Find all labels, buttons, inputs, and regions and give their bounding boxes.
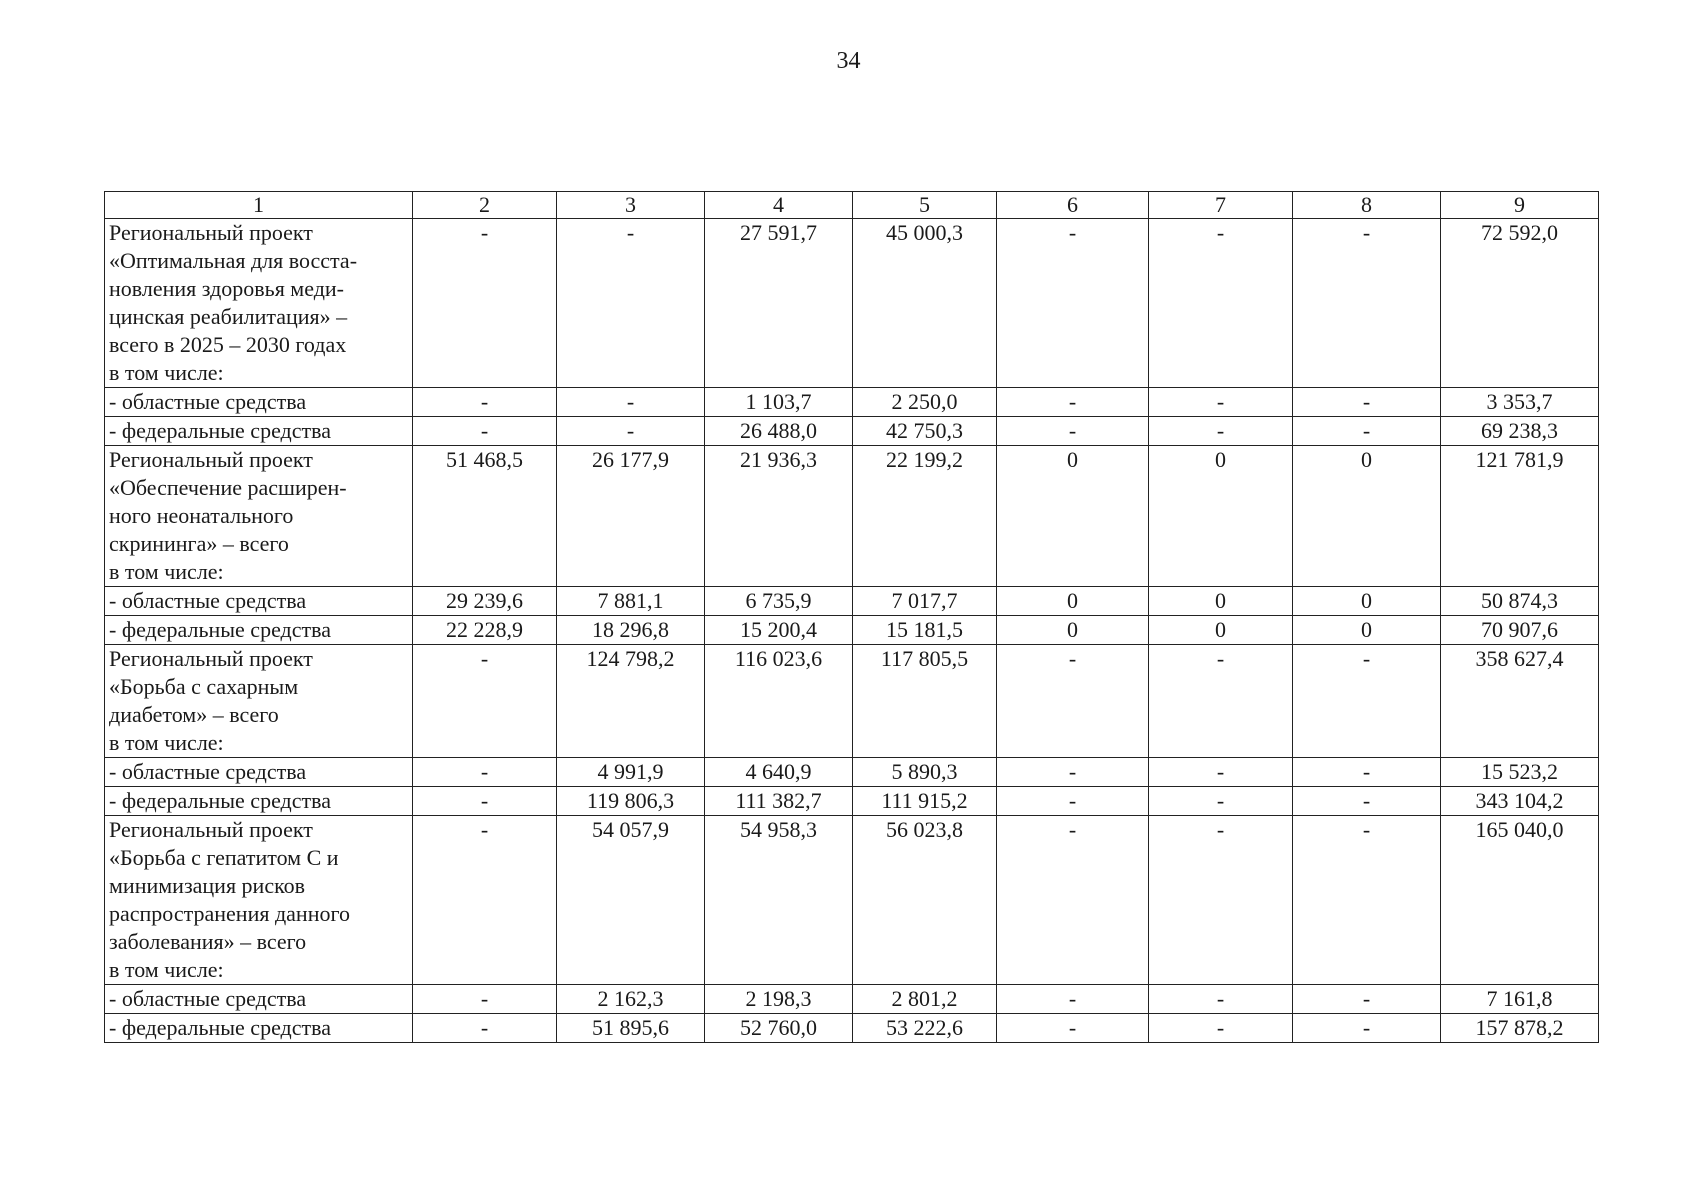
value-cell: - xyxy=(1293,219,1441,388)
row-label-line: заболевания» – всего xyxy=(109,929,307,954)
value-cell: 0 xyxy=(1293,446,1441,587)
value-cell: - xyxy=(413,645,557,758)
table-row xyxy=(105,616,1599,645)
value-cell: - xyxy=(413,816,557,985)
row-label-line: - федеральные средства xyxy=(109,788,331,813)
value-cell: 0 xyxy=(1293,587,1441,616)
row-label-line: - областные средства xyxy=(109,588,307,613)
header-cell: 1 xyxy=(105,192,413,219)
header-cell: 8 xyxy=(1293,192,1441,219)
table-row xyxy=(105,587,1599,616)
table-row xyxy=(105,446,1599,587)
value-cell: 18 296,8 xyxy=(557,616,705,645)
value-cell: - xyxy=(1293,388,1441,417)
value-cell: 0 xyxy=(997,446,1149,587)
row-label-line: новления здоровья меди- xyxy=(109,276,344,301)
value-cell: - xyxy=(1293,1014,1441,1043)
value-cell: 2 198,3 xyxy=(705,985,853,1014)
value-cell: 26 488,0 xyxy=(705,417,853,446)
row-label-line: - областные средства xyxy=(109,986,307,1011)
value-cell: 2 162,3 xyxy=(557,985,705,1014)
row-label-line: распространения данного xyxy=(109,901,350,926)
row-label-line: в том числе: xyxy=(109,360,224,385)
row-label-line: скрининга» – всего xyxy=(109,531,289,556)
value-cell: - xyxy=(997,787,1149,816)
value-cell: - xyxy=(1293,787,1441,816)
value-cell: 15 181,5 xyxy=(853,616,997,645)
row-label-line: «Обеспечение расширен- xyxy=(109,475,347,500)
table-row xyxy=(105,787,1599,816)
value-cell: - xyxy=(1149,1014,1293,1043)
value-cell: - xyxy=(997,1014,1149,1043)
row-label-line: Региональный проект xyxy=(109,646,313,671)
value-cell: - xyxy=(413,417,557,446)
value-cell: - xyxy=(1149,816,1293,985)
header-cell: 6 xyxy=(997,192,1149,219)
row-label-line: в том числе: xyxy=(109,957,224,982)
value-cell: 124 798,2 xyxy=(557,645,705,758)
value-cell: - xyxy=(997,985,1149,1014)
row-label xyxy=(105,587,413,616)
value-cell: 0 xyxy=(1149,616,1293,645)
value-cell: 72 592,0 xyxy=(1441,219,1599,388)
table-header-row xyxy=(105,192,1599,219)
row-label-line: в том числе: xyxy=(109,559,224,584)
table-row xyxy=(105,985,1599,1014)
value-cell: 51 468,5 xyxy=(413,446,557,587)
value-cell: - xyxy=(1149,388,1293,417)
row-label xyxy=(105,985,413,1014)
value-cell: - xyxy=(1149,219,1293,388)
value-cell: - xyxy=(413,219,557,388)
row-label-line: - федеральные средства xyxy=(109,418,331,443)
value-cell: 2 250,0 xyxy=(853,388,997,417)
row-label-line: цинская реабилитация» – xyxy=(109,304,348,329)
value-cell: 7 881,1 xyxy=(557,587,705,616)
value-cell: 0 xyxy=(1149,446,1293,587)
row-label-line: Региональный проект xyxy=(109,817,313,842)
value-cell: 119 806,3 xyxy=(557,787,705,816)
row-label xyxy=(105,645,413,758)
table-row xyxy=(105,417,1599,446)
value-cell: - xyxy=(557,417,705,446)
row-label xyxy=(105,758,413,787)
header-cell: 2 xyxy=(413,192,557,219)
value-cell: - xyxy=(997,388,1149,417)
row-label-line: минимизация рисков xyxy=(109,873,306,898)
value-cell: - xyxy=(557,388,705,417)
value-cell: 343 104,2 xyxy=(1441,787,1599,816)
value-cell: 116 023,6 xyxy=(705,645,853,758)
value-cell: 111 915,2 xyxy=(853,787,997,816)
value-cell: 70 907,6 xyxy=(1441,616,1599,645)
value-cell: - xyxy=(1293,816,1441,985)
value-cell: 165 040,0 xyxy=(1441,816,1599,985)
value-cell: 56 023,8 xyxy=(853,816,997,985)
value-cell: - xyxy=(1149,417,1293,446)
value-cell: - xyxy=(1293,758,1441,787)
value-cell: - xyxy=(997,417,1149,446)
header-cell: 3 xyxy=(557,192,705,219)
value-cell: 54 958,3 xyxy=(705,816,853,985)
value-cell: 7 017,7 xyxy=(853,587,997,616)
value-cell: - xyxy=(413,1014,557,1043)
value-cell: - xyxy=(997,645,1149,758)
value-cell: - xyxy=(1149,645,1293,758)
value-cell: 4 991,9 xyxy=(557,758,705,787)
value-cell: 1 103,7 xyxy=(705,388,853,417)
value-cell: 69 238,3 xyxy=(1441,417,1599,446)
row-label-line: - федеральные средства xyxy=(109,1015,331,1040)
value-cell: 117 805,5 xyxy=(853,645,997,758)
value-cell: 121 781,9 xyxy=(1441,446,1599,587)
value-cell: 21 936,3 xyxy=(705,446,853,587)
value-cell: 26 177,9 xyxy=(557,446,705,587)
table-row xyxy=(105,645,1599,758)
value-cell: 45 000,3 xyxy=(853,219,997,388)
value-cell: 51 895,6 xyxy=(557,1014,705,1043)
value-cell: 0 xyxy=(997,587,1149,616)
value-cell: 0 xyxy=(997,616,1149,645)
value-cell: - xyxy=(413,985,557,1014)
value-cell: - xyxy=(997,816,1149,985)
value-cell: 52 760,0 xyxy=(705,1014,853,1043)
row-label xyxy=(105,219,413,388)
value-cell: 4 640,9 xyxy=(705,758,853,787)
row-label-line: Региональный проект xyxy=(109,220,313,245)
row-label-line: всего в 2025 – 2030 годах xyxy=(109,332,347,357)
value-cell: 15 523,2 xyxy=(1441,758,1599,787)
value-cell: 5 890,3 xyxy=(853,758,997,787)
value-cell: 27 591,7 xyxy=(705,219,853,388)
value-cell: 50 874,3 xyxy=(1441,587,1599,616)
table-row xyxy=(105,219,1599,388)
row-label xyxy=(105,616,413,645)
value-cell: 7 161,8 xyxy=(1441,985,1599,1014)
value-cell: - xyxy=(557,219,705,388)
value-cell: - xyxy=(413,758,557,787)
value-cell: - xyxy=(1293,985,1441,1014)
value-cell: 111 382,7 xyxy=(705,787,853,816)
value-cell: 22 199,2 xyxy=(853,446,997,587)
value-cell: 15 200,4 xyxy=(705,616,853,645)
value-cell: 0 xyxy=(1149,587,1293,616)
value-cell: - xyxy=(1149,787,1293,816)
value-cell: 6 735,9 xyxy=(705,587,853,616)
value-cell: - xyxy=(997,758,1149,787)
value-cell: 157 878,2 xyxy=(1441,1014,1599,1043)
header-cell: 5 xyxy=(853,192,997,219)
row-label-line: Региональный проект xyxy=(109,447,313,472)
value-cell: 2 801,2 xyxy=(853,985,997,1014)
value-cell: 3 353,7 xyxy=(1441,388,1599,417)
value-cell: - xyxy=(997,219,1149,388)
row-label xyxy=(105,417,413,446)
value-cell: 358 627,4 xyxy=(1441,645,1599,758)
value-cell: - xyxy=(413,787,557,816)
value-cell: 0 xyxy=(1293,616,1441,645)
value-cell: 53 222,6 xyxy=(853,1014,997,1043)
row-label-line: - областные средства xyxy=(109,389,307,414)
value-cell: 29 239,6 xyxy=(413,587,557,616)
row-label-line: ного неонатального xyxy=(109,503,294,528)
header-cell: 7 xyxy=(1149,192,1293,219)
header-cell: 9 xyxy=(1441,192,1599,219)
row-label-line: - областные средства xyxy=(109,759,307,784)
value-cell: - xyxy=(413,388,557,417)
row-label-line: «Борьба с гепатитом С и xyxy=(109,845,339,870)
table-row xyxy=(105,816,1599,985)
table-row xyxy=(105,758,1599,787)
value-cell: 54 057,9 xyxy=(557,816,705,985)
page-number: 34 xyxy=(836,48,861,74)
table-row xyxy=(105,1014,1599,1043)
row-label xyxy=(105,787,413,816)
budget-table xyxy=(104,191,1599,1043)
row-label xyxy=(105,1014,413,1043)
row-label-line: - федеральные средства xyxy=(109,617,331,642)
row-label-line: «Оптимальная для восста- xyxy=(109,248,358,273)
value-cell: 42 750,3 xyxy=(853,417,997,446)
table-row xyxy=(105,388,1599,417)
row-label xyxy=(105,446,413,587)
value-cell: - xyxy=(1149,985,1293,1014)
row-label xyxy=(105,816,413,985)
row-label-line: «Борьба с сахарным xyxy=(109,674,299,699)
row-label-line: диабетом» – всего xyxy=(109,702,279,727)
value-cell: - xyxy=(1293,417,1441,446)
value-cell: 22 228,9 xyxy=(413,616,557,645)
row-label-line: в том числе: xyxy=(109,730,224,755)
row-label xyxy=(105,388,413,417)
header-cell: 4 xyxy=(705,192,853,219)
value-cell: - xyxy=(1293,645,1441,758)
value-cell: - xyxy=(1149,758,1293,787)
table-body xyxy=(105,192,1599,1043)
